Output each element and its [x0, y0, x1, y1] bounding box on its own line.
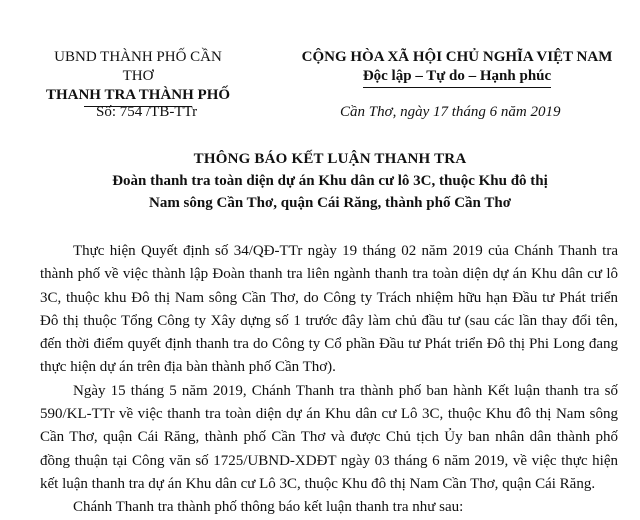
issuing-authority — [38, 48, 238, 105]
country-name: CỘNG HÒA XÃ HỘI CHỦ NGHĨA VIỆT NAM — [301, 49, 613, 65]
org-name-line1: UBND THÀNH PHỐ CẦN THƠ — [54, 49, 222, 84]
title-line2: Đoàn thanh tra toàn diện dự án Khu dân cư lô 3C, thuộc Khu đô thị — [112, 173, 548, 189]
title-line1: THÔNG BÁO KẾT LUẬN THANH TRA — [193, 151, 467, 167]
document-title — [40, 148, 620, 214]
paragraph-1: Thực hiện Quyết định số 34/QĐ-TTr ngày 19 tháng 02 năm 2019 của Chánh Thanh tra thành phố về việc thành lập Đoàn thanh tra liên ngành thanh tra toàn diện dự án Khu dân cư lô 3C, thuộc khu Đô thị Nam sông Cần Thơ, do Công ty Trách nhiệm hữu hạn Đầu tư Phát triển Đô thị thuộc Tổng Công ty Xây dựng số 1 trước đây làm chủ đầu tư (sau các lần thay đổi tên, đến thời điểm quyết định thanh tra do Công ty Cổ phần Đầu tư Phát triển Đô thị Phi Long đang thực hiện dự án trên địa bàn thành phố Cần Thơ). — [40, 243, 618, 376]
document-number: Số: 754 /TB-TTr — [96, 104, 198, 120]
paragraph-3: Chánh Thanh tra thành phố thông báo kết luận thanh tra như sau: — [73, 499, 464, 516]
document-body — [40, 240, 618, 520]
title-line3: Nam sông Cần Thơ, quận Cái Răng, thành phố Cần Thơ — [148, 195, 512, 211]
org-name-line2: THANH TRA THÀNH PHỐ — [45, 87, 231, 103]
national-motto: Độc lập – Tự do – Hạnh phúc — [362, 68, 552, 84]
national-header — [282, 48, 632, 86]
document-date: Cần Thơ, ngày 17 tháng 6 năm 2019 — [340, 104, 561, 120]
paragraph-2: Ngày 15 tháng 5 năm 2019, Chánh Thanh tra thành phố ban hành Kết luận thanh tra số 590/KL-TTr về việc thanh tra toàn diện dự án Khu dân cư Lô 3C, thuộc Khu đô thị Nam sông Cần Thơ, quận Cái Răng, thành phố Cần Thơ và được Chủ tịch Ủy ban nhân dân thành phố đồng thuận tại Công văn số 1725/UBND-XDĐT ngày 03 tháng 6 năm 2019, về việc thực hiện kết luận thanh tra dự án Khu dân cư Lô 3C, thuộc Khu đô thị Nam Cần Thơ, quận Cái Răng. — [40, 382, 618, 492]
